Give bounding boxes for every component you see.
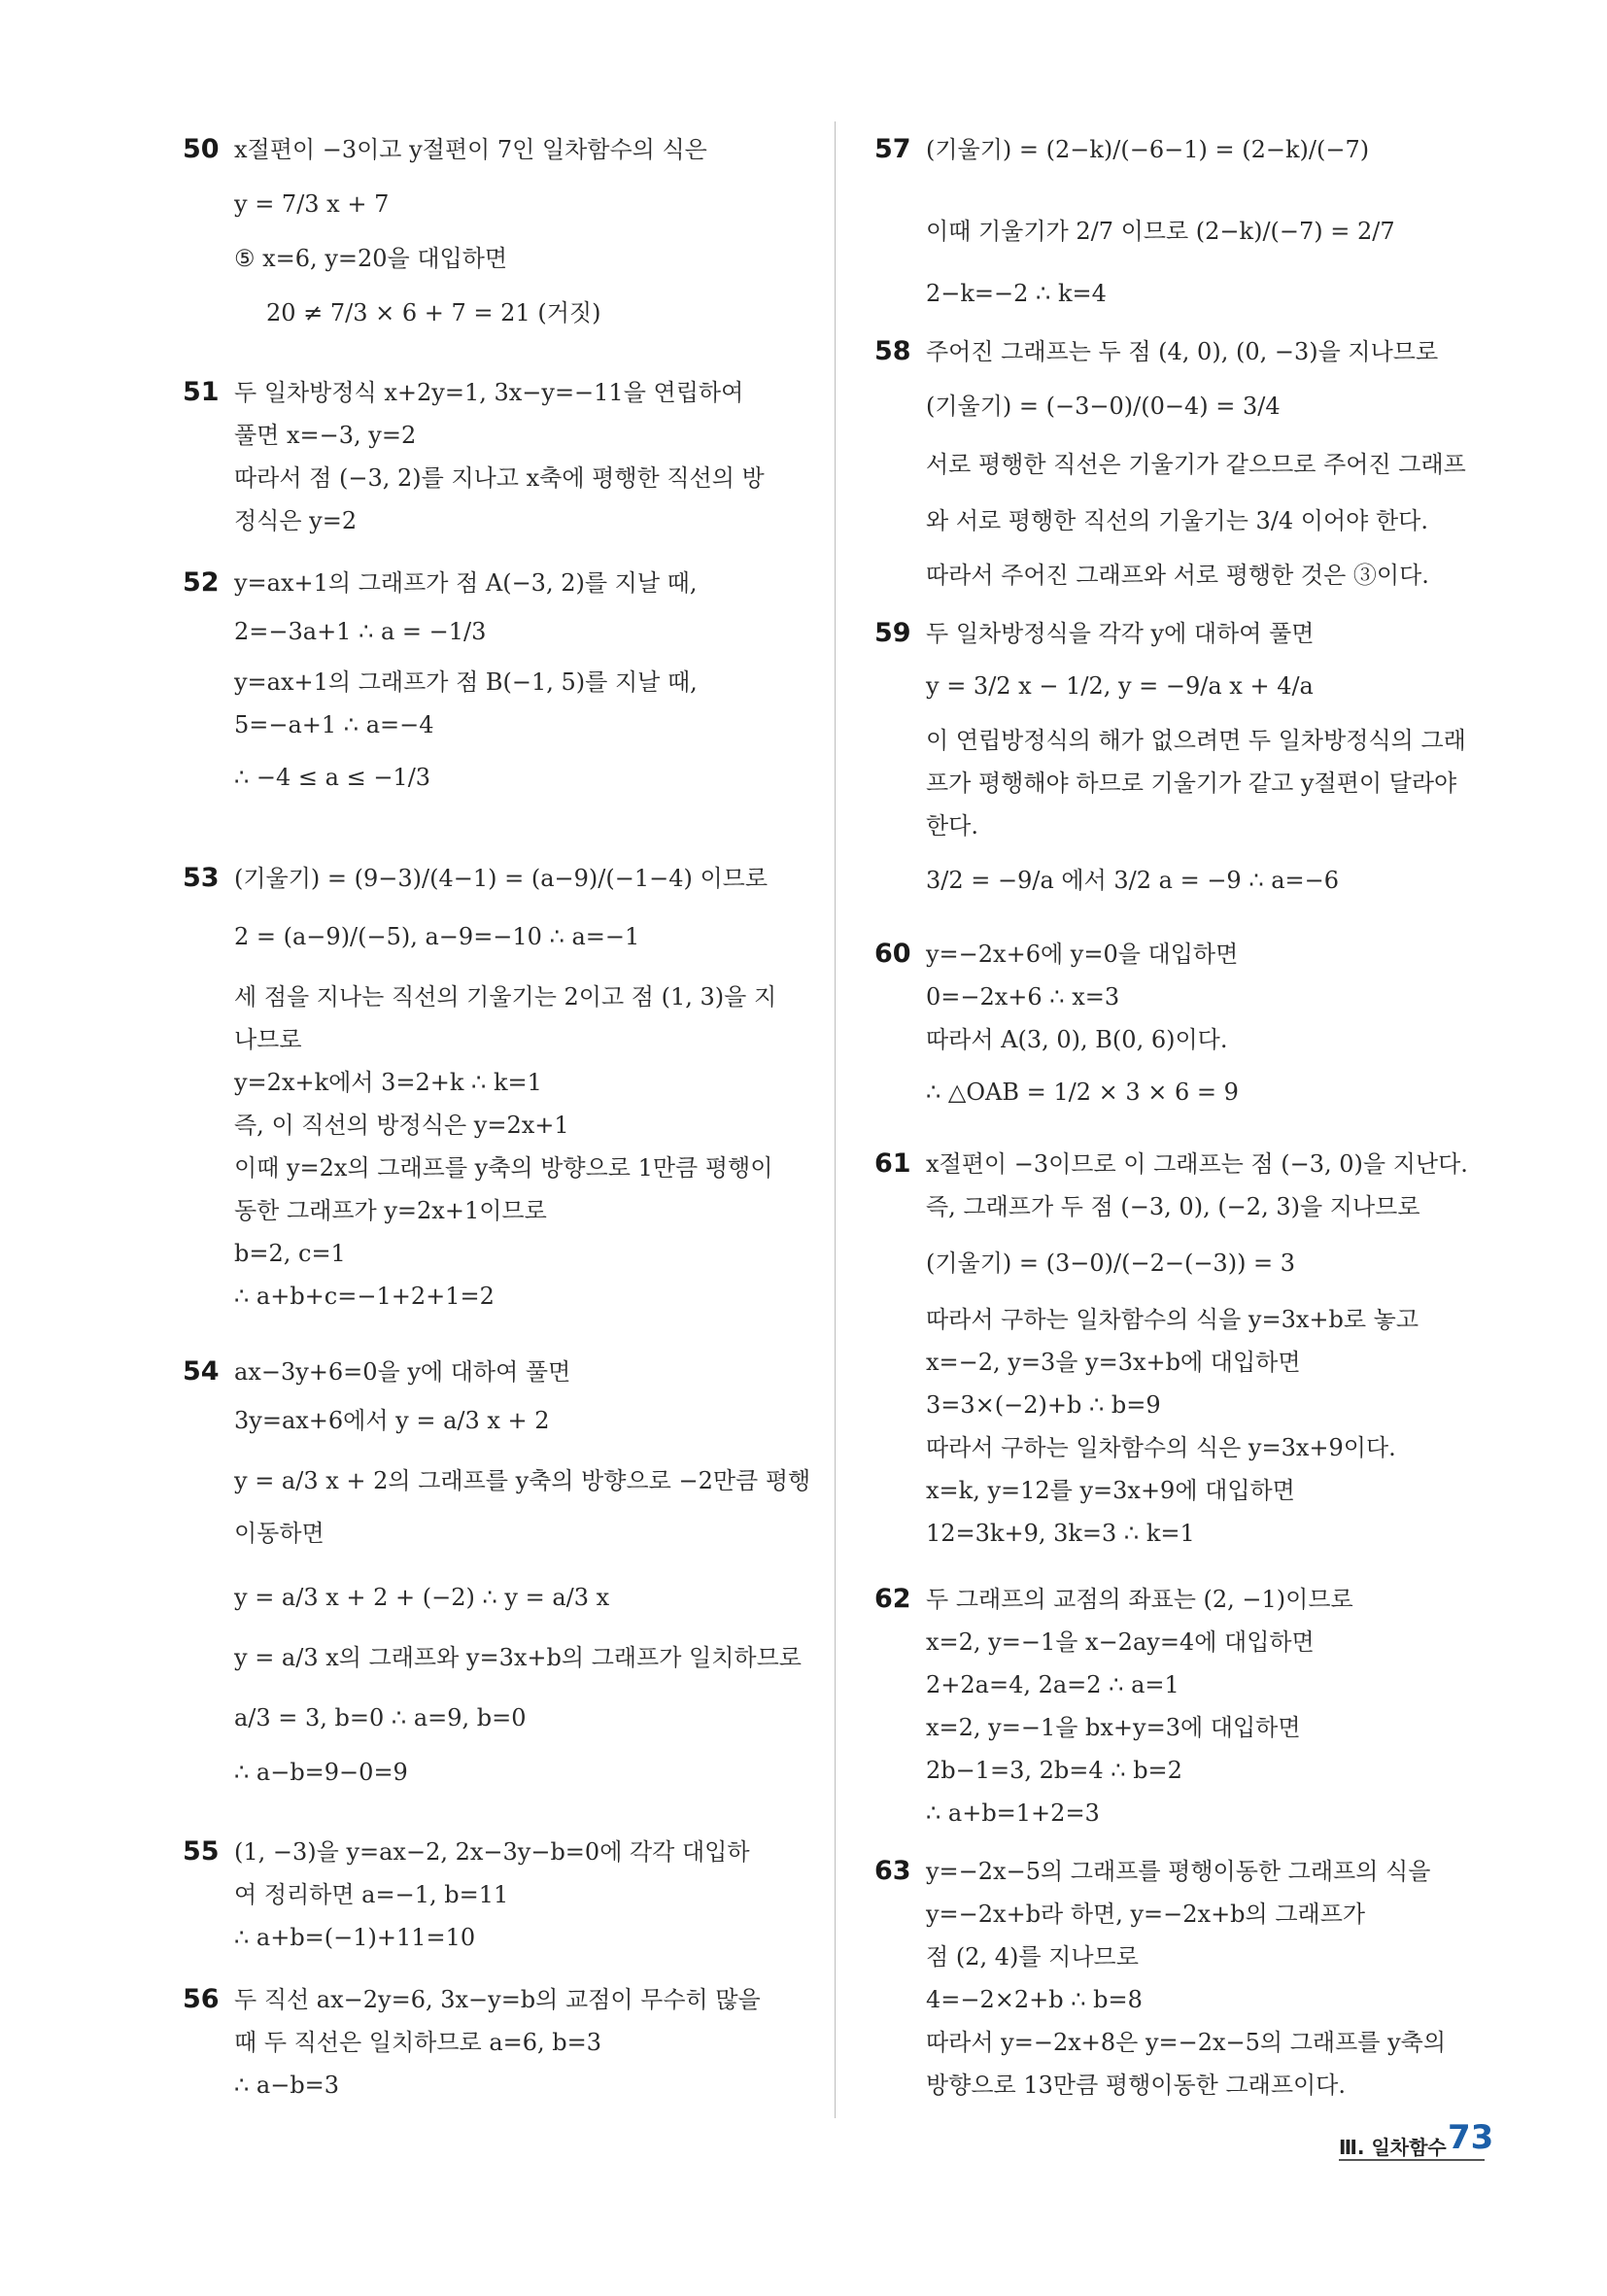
- solution-line: 2=−3a+1 ∴ a = −1/3: [234, 618, 487, 645]
- solution-line: 따라서 A(3, 0), B(0, 6)이다.: [926, 1026, 1228, 1053]
- solution-line: 두 직선 ax−2y=6, 3x−y=b의 교점이 무수히 많을: [234, 1986, 761, 2013]
- solution-line: 프가 평행해야 하므로 기울기가 같고 y절편이 달라야: [926, 770, 1457, 797]
- solution-line: ∴ a−b=9−0=9: [234, 1759, 408, 1786]
- solution-line: 이 연립방정식의 해가 없으려면 두 일차방정식의 그래: [926, 727, 1466, 754]
- solution-line: y=−2x+6에 y=0을 대입하면: [926, 941, 1239, 968]
- solution-line: x=2, y=−1을 x−2ay=4에 대입하면: [926, 1628, 1315, 1656]
- problem-number: 63: [874, 1856, 911, 1886]
- problem-number: 50: [183, 134, 220, 164]
- solution-line: y = a/3 x + 2 + (−2) ∴ y = a/3 x: [234, 1584, 610, 1611]
- solution-line: y = a/3 x + 2의 그래프를 y축의 방향으로 −2만큼 평행: [234, 1467, 811, 1494]
- solution-line: x절편이 −3이므로 이 그래프는 점 (−3, 0)을 지난다.: [926, 1150, 1468, 1178]
- solution-line: y=−2x+b라 하면, y=−2x+b의 그래프가: [926, 1901, 1366, 1928]
- solution-line: 12=3k+9, 3k=3 ∴ k=1: [926, 1520, 1195, 1547]
- problem-number: 56: [183, 1984, 220, 2014]
- solution-line: b=2, c=1: [234, 1240, 346, 1267]
- solution-line: (기울기) = (2−k)/(−6−1) = (2−k)/(−7): [926, 136, 1370, 163]
- solution-line: 와 서로 평행한 직선의 기울기는 3/4 이어야 한다.: [926, 507, 1428, 534]
- solution-line: 이동하면: [234, 1520, 325, 1547]
- solution-line: 2−k=−2 ∴ k=4: [926, 280, 1107, 307]
- solution-line: 이때 y=2x의 그래프를 y축의 방향으로 1만큼 평행이: [234, 1154, 773, 1182]
- solution-line: ax−3y+6=0을 y에 대하여 풀면: [234, 1358, 571, 1386]
- solution-line: 따라서 구하는 일차함수의 식은 y=3x+9이다.: [926, 1434, 1396, 1461]
- problem-number: 52: [183, 567, 220, 598]
- solution-line: ∴ a+b=1+2=3: [926, 1799, 1100, 1827]
- solution-line: y = 7/3 x + 7: [234, 190, 390, 218]
- solution-line: 이때 기울기가 2/7 이므로 (2−k)/(−7) = 2/7: [926, 218, 1395, 245]
- solution-line: ∴ a−b=3: [234, 2072, 340, 2099]
- solution-line: (기울기) = (−3−0)/(0−4) = 3/4: [926, 393, 1281, 420]
- solution-line: ∴ −4 ≤ a ≤ −1/3: [234, 764, 431, 791]
- solution-line: 3=3×(−2)+b ∴ b=9: [926, 1391, 1161, 1419]
- solution-line: 때 두 직선은 일치하므로 a=6, b=3: [234, 2029, 602, 2056]
- solution-line: 4=−2×2+b ∴ b=8: [926, 1986, 1143, 2013]
- solution-line: (1, −3)을 y=ax−2, 2x−3y−b=0에 각각 대입하: [234, 1838, 750, 1866]
- solution-line: 따라서 점 (−3, 2)를 지나고 x축에 평행한 직선의 방: [234, 464, 765, 492]
- problem-number: 53: [183, 863, 220, 893]
- solution-line: x=2, y=−1을 bx+y=3에 대입하면: [926, 1714, 1301, 1741]
- problem-number: 60: [874, 939, 911, 969]
- solution-line: y = a/3 x의 그래프와 y=3x+b의 그래프가 일치하므로: [234, 1644, 802, 1671]
- solution-line: 2b−1=3, 2b=4 ∴ b=2: [926, 1757, 1182, 1784]
- solution-line: 5=−a+1 ∴ a=−4: [234, 711, 434, 738]
- solution-line: 두 일차방정식 x+2y=1, 3x−y=−11을 연립하여: [234, 379, 744, 406]
- problem-number: 59: [874, 618, 911, 648]
- solution-line: a/3 = 3, b=0 ∴ a=9, b=0: [234, 1704, 527, 1731]
- solution-line: y=ax+1의 그래프가 점 A(−3, 2)를 지날 때,: [234, 569, 698, 597]
- solution-line: 한다.: [926, 812, 978, 840]
- solution-line: 방향으로 13만큼 평행이동한 그래프이다.: [926, 2072, 1346, 2099]
- solution-line: y=−2x−5의 그래프를 평행이동한 그래프의 식을: [926, 1858, 1431, 1885]
- solution-line: ∴ a+b=(−1)+11=10: [234, 1924, 476, 1951]
- solution-line: 3y=ax+6에서 y = a/3 x + 2: [234, 1407, 550, 1434]
- solution-line: 두 일차방정식을 각각 y에 대하여 풀면: [926, 620, 1315, 647]
- problem-number: 55: [183, 1836, 220, 1867]
- solution-line: 따라서 주어진 그래프와 서로 평행한 것은 ③이다.: [926, 562, 1429, 589]
- solution-line: 나므로: [234, 1026, 302, 1053]
- solution-line: 0=−2x+6 ∴ x=3: [926, 983, 1120, 1011]
- solution-line: 20 ≠ 7/3 × 6 + 7 = 21 (거짓): [266, 299, 601, 326]
- solution-line: ∴ a+b+c=−1+2+1=2: [234, 1283, 495, 1310]
- solution-line: 2 = (a−9)/(−5), a−9=−10 ∴ a=−1: [234, 923, 640, 950]
- solution-line: 두 그래프의 교점의 좌표는 (2, −1)이므로: [926, 1586, 1353, 1613]
- solution-line: y=2x+k에서 3=2+k ∴ k=1: [234, 1069, 542, 1096]
- solution-line: ⑤ x=6, y=20을 대입하면: [234, 245, 508, 272]
- problem-number: 51: [183, 377, 220, 407]
- problem-number: 62: [874, 1584, 911, 1614]
- solution-line: y=ax+1의 그래프가 점 B(−1, 5)를 지날 때,: [234, 668, 698, 696]
- solution-line: ∴ △OAB = 1/2 × 3 × 6 = 9: [926, 1079, 1239, 1106]
- solution-line: 정식은 y=2: [234, 507, 358, 534]
- solution-line: 즉, 그래프가 두 점 (−3, 0), (−2, 3)을 지나므로: [926, 1193, 1420, 1220]
- problem-number: 57: [874, 134, 911, 164]
- solution-line: 따라서 y=−2x+8은 y=−2x−5의 그래프를 y축의: [926, 2029, 1447, 2056]
- solution-line: 즉, 이 직선의 방정식은 y=2x+1: [234, 1112, 569, 1139]
- solution-line: (기울기) = (9−3)/(4−1) = (a−9)/(−1−4) 이므로: [234, 865, 769, 892]
- solution-line: x=−2, y=3을 y=3x+b에 대입하면: [926, 1349, 1301, 1376]
- page-number: 73: [1448, 2118, 1494, 2157]
- solution-line: y = 3/2 x − 1/2, y = −9/a x + 4/a: [926, 672, 1314, 700]
- solution-line: 2+2a=4, 2a=2 ∴ a=1: [926, 1671, 1180, 1698]
- solution-line: x절편이 −3이고 y절편이 7인 일차함수의 식은: [234, 136, 707, 163]
- column-divider: [835, 121, 836, 2118]
- problem-number: 58: [874, 336, 911, 366]
- solution-line: (기울기) = (3−0)/(−2−(−3)) = 3: [926, 1250, 1296, 1277]
- solution-line: 주어진 그래프는 두 점 (4, 0), (0, −3)을 지나므로: [926, 338, 1439, 365]
- solution-line: 3/2 = −9/a 에서 3/2 a = −9 ∴ a=−6: [926, 867, 1340, 894]
- solution-line: x=k, y=12를 y=3x+9에 대입하면: [926, 1477, 1295, 1504]
- solution-line: 서로 평행한 직선은 기울기가 같으므로 주어진 그래프: [926, 451, 1466, 478]
- solution-line: 점 (2, 4)를 지나므로: [926, 1943, 1139, 1970]
- chapter-label: Ⅲ. 일차함수: [1339, 2136, 1447, 2159]
- solution-line: 풀면 x=−3, y=2: [234, 422, 417, 449]
- problem-number: 61: [874, 1148, 911, 1179]
- solution-line: 동한 그래프가 y=2x+1이므로: [234, 1197, 547, 1224]
- problem-number: 54: [183, 1356, 220, 1387]
- solution-line: 여 정리하면 a=−1, b=11: [234, 1881, 509, 1908]
- solution-line: 세 점을 지나는 직선의 기울기는 2이고 점 (1, 3)을 지: [234, 983, 777, 1011]
- solution-line: 따라서 구하는 일차함수의 식을 y=3x+b로 놓고: [926, 1306, 1419, 1333]
- footer-rule: [1339, 2159, 1485, 2161]
